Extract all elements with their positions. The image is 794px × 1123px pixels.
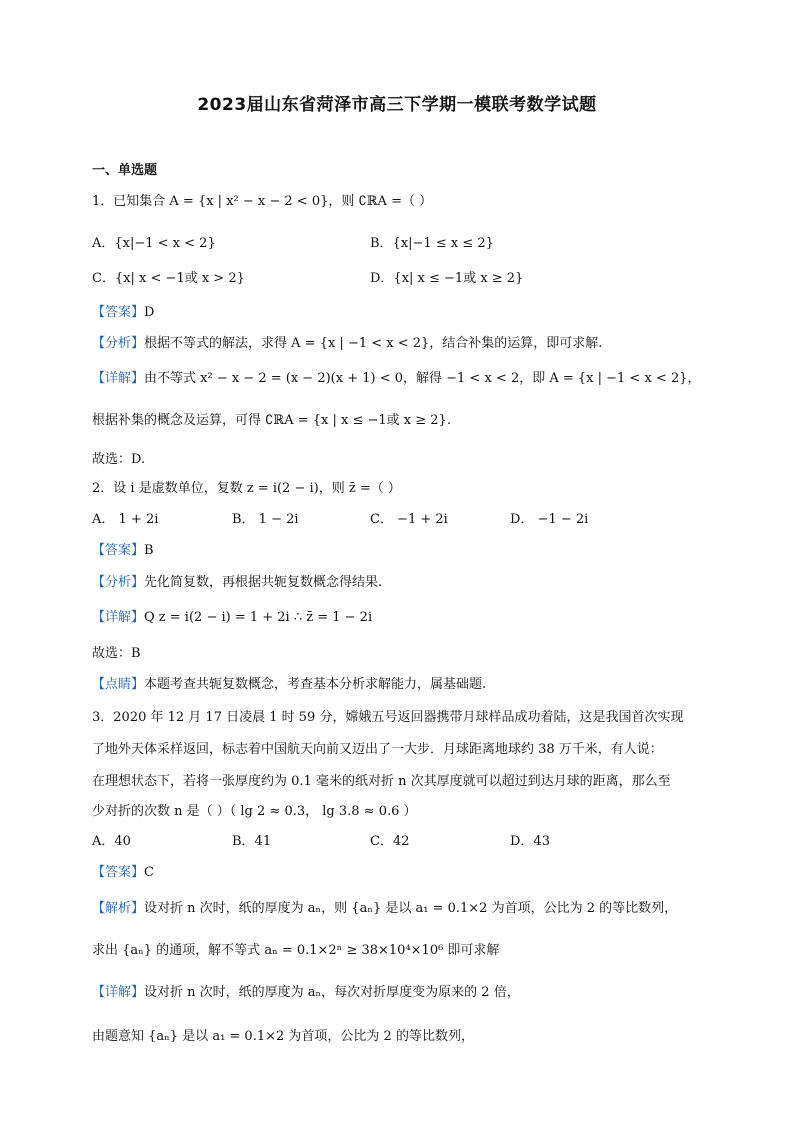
analysis-tag: 【分析】 [92, 575, 145, 590]
page-title: 2023届山东省菏泽市高三下学期一模联考数学试题 [197, 95, 597, 115]
q3-stem-line-2: 了地外天体采样返回，标志着中国航天向前又迈出了一大步．月球距离地球约 38 万千米，有人说： [92, 742, 663, 757]
detail-tag: 【详解】 [92, 371, 145, 386]
q2-detail [92, 609, 372, 627]
detail-tag: 【详解】 [92, 610, 145, 625]
q1-detail-2: 根据补集的概念及运算，可得 ∁ℝA = {x | x ≤ −1或 x ≥ 2}. [92, 413, 451, 428]
q1-stem: 1．已知集合 A = {x | x² − x − 2 < 0}，则 ∁ℝA =（ ） [92, 194, 433, 209]
q3-answer [92, 864, 154, 882]
section-heading: 一、单选题 [92, 163, 158, 178]
q2-choose: 故选：B [92, 646, 141, 661]
q2-stem: 2．设 i 是虚数单位，复数 z = i(2 − i)，则 z̄ =（ ） [92, 481, 401, 496]
q3-detail [92, 984, 520, 1002]
comment-tag: 【点睛】 [92, 677, 145, 692]
answer-tag: 【答案】 [92, 305, 145, 320]
q1-option-c: C．{x| x < −1或 x > 2} [92, 271, 245, 286]
q3-option-d: D．43 [510, 834, 550, 849]
analysis-text: 根据不等式的解法，求得 A = {x | −1 < x < 2}，结合补集的运算，即可求解. [144, 336, 603, 351]
q2-comment [92, 676, 486, 694]
detail-text: Q z = i(2 − i) = 1 + 2i ∴ z̄ = 1 − 2i [144, 610, 373, 625]
q2-option-a: A． 1 + 2i [92, 512, 159, 527]
q2-analysis [92, 574, 382, 592]
analysis-tag: 【分析】 [92, 336, 145, 351]
q3-option-c: C．42 [370, 834, 410, 849]
answer-value: B [144, 543, 154, 558]
answer-tag: 【答案】 [92, 543, 145, 558]
q1-option-a: A．{x|−1 < x < 2} [92, 236, 216, 251]
q3-option-a: A．40 [92, 834, 131, 849]
answer-value: D [144, 305, 155, 320]
analysis-tag: 【解析】 [92, 901, 145, 916]
q2-option-b: B． 1 − 2i [232, 512, 299, 527]
q1-choose: 故选：D. [92, 452, 146, 467]
comment-text: 本题考查共轭复数概念，考查基本分析求解能力，属基础题. [144, 677, 487, 692]
detail-text: 设对折 n 次时，纸的厚度为 aₙ，每次对折厚度变为原来的 2 倍， [144, 985, 520, 1000]
q1-answer [92, 304, 154, 322]
q3-stem-line-4: 少对折的次数 n 是（ ）（ lg 2 ≈ 0.3， lg 3.8 ≈ 0.6 ） [92, 804, 417, 819]
q3-analysis [92, 900, 677, 918]
q2-answer [92, 542, 154, 560]
q3-stem-line-1: 3．2020 年 12 月 17 日凌晨 1 时 59 分，嫦娥五号返回器携带月球样品成功着陆，这是我国首次实现 [92, 710, 684, 725]
answer-tag: 【答案】 [92, 865, 145, 880]
detail-tag: 【详解】 [92, 985, 145, 1000]
q1-option-d: D．{x| x ≤ −1或 x ≥ 2} [370, 271, 524, 286]
q2-option-c: C． −1 + 2i [370, 512, 448, 527]
answer-value: C [144, 865, 154, 880]
detail-text: 由不等式 x² − x − 2 = (x − 2)(x + 1) < 0，解得 −1 < x < 2，即 A = {x | −1 < x < 2}， [144, 371, 701, 386]
q1-option-b: B．{x|−1 ≤ x ≤ 2} [370, 236, 494, 251]
analysis-text: 先化简复数，再根据共轭复数概念得结果. [144, 575, 383, 590]
q1-analysis [92, 335, 602, 353]
analysis-text: 设对折 n 次时，纸的厚度为 aₙ，则 {aₙ} 是以 a₁ = 0.1×2 为首项，公比为 2 的等比数列， [144, 901, 678, 916]
q3-detail-2: 由题意知 {aₙ} 是以 a₁ = 0.1×2 为首项，公比为 2 的等比数列， [92, 1029, 474, 1044]
q3-stem-line-3: 在理想状态下，若将一张厚度约为 0.1 毫米的纸对折 n 次其厚度就可以超过到达月球的距离，那么至 [92, 774, 671, 789]
q3-option-b: B．41 [232, 834, 272, 849]
q1-detail [92, 370, 701, 388]
q2-option-d: D． −1 − 2i [510, 512, 589, 527]
q3-analysis-2: 求出 {aₙ} 的通项，解不等式 aₙ = 0.1×2ⁿ ≥ 38×10⁴×10⁶ 即可求解 [92, 943, 500, 958]
